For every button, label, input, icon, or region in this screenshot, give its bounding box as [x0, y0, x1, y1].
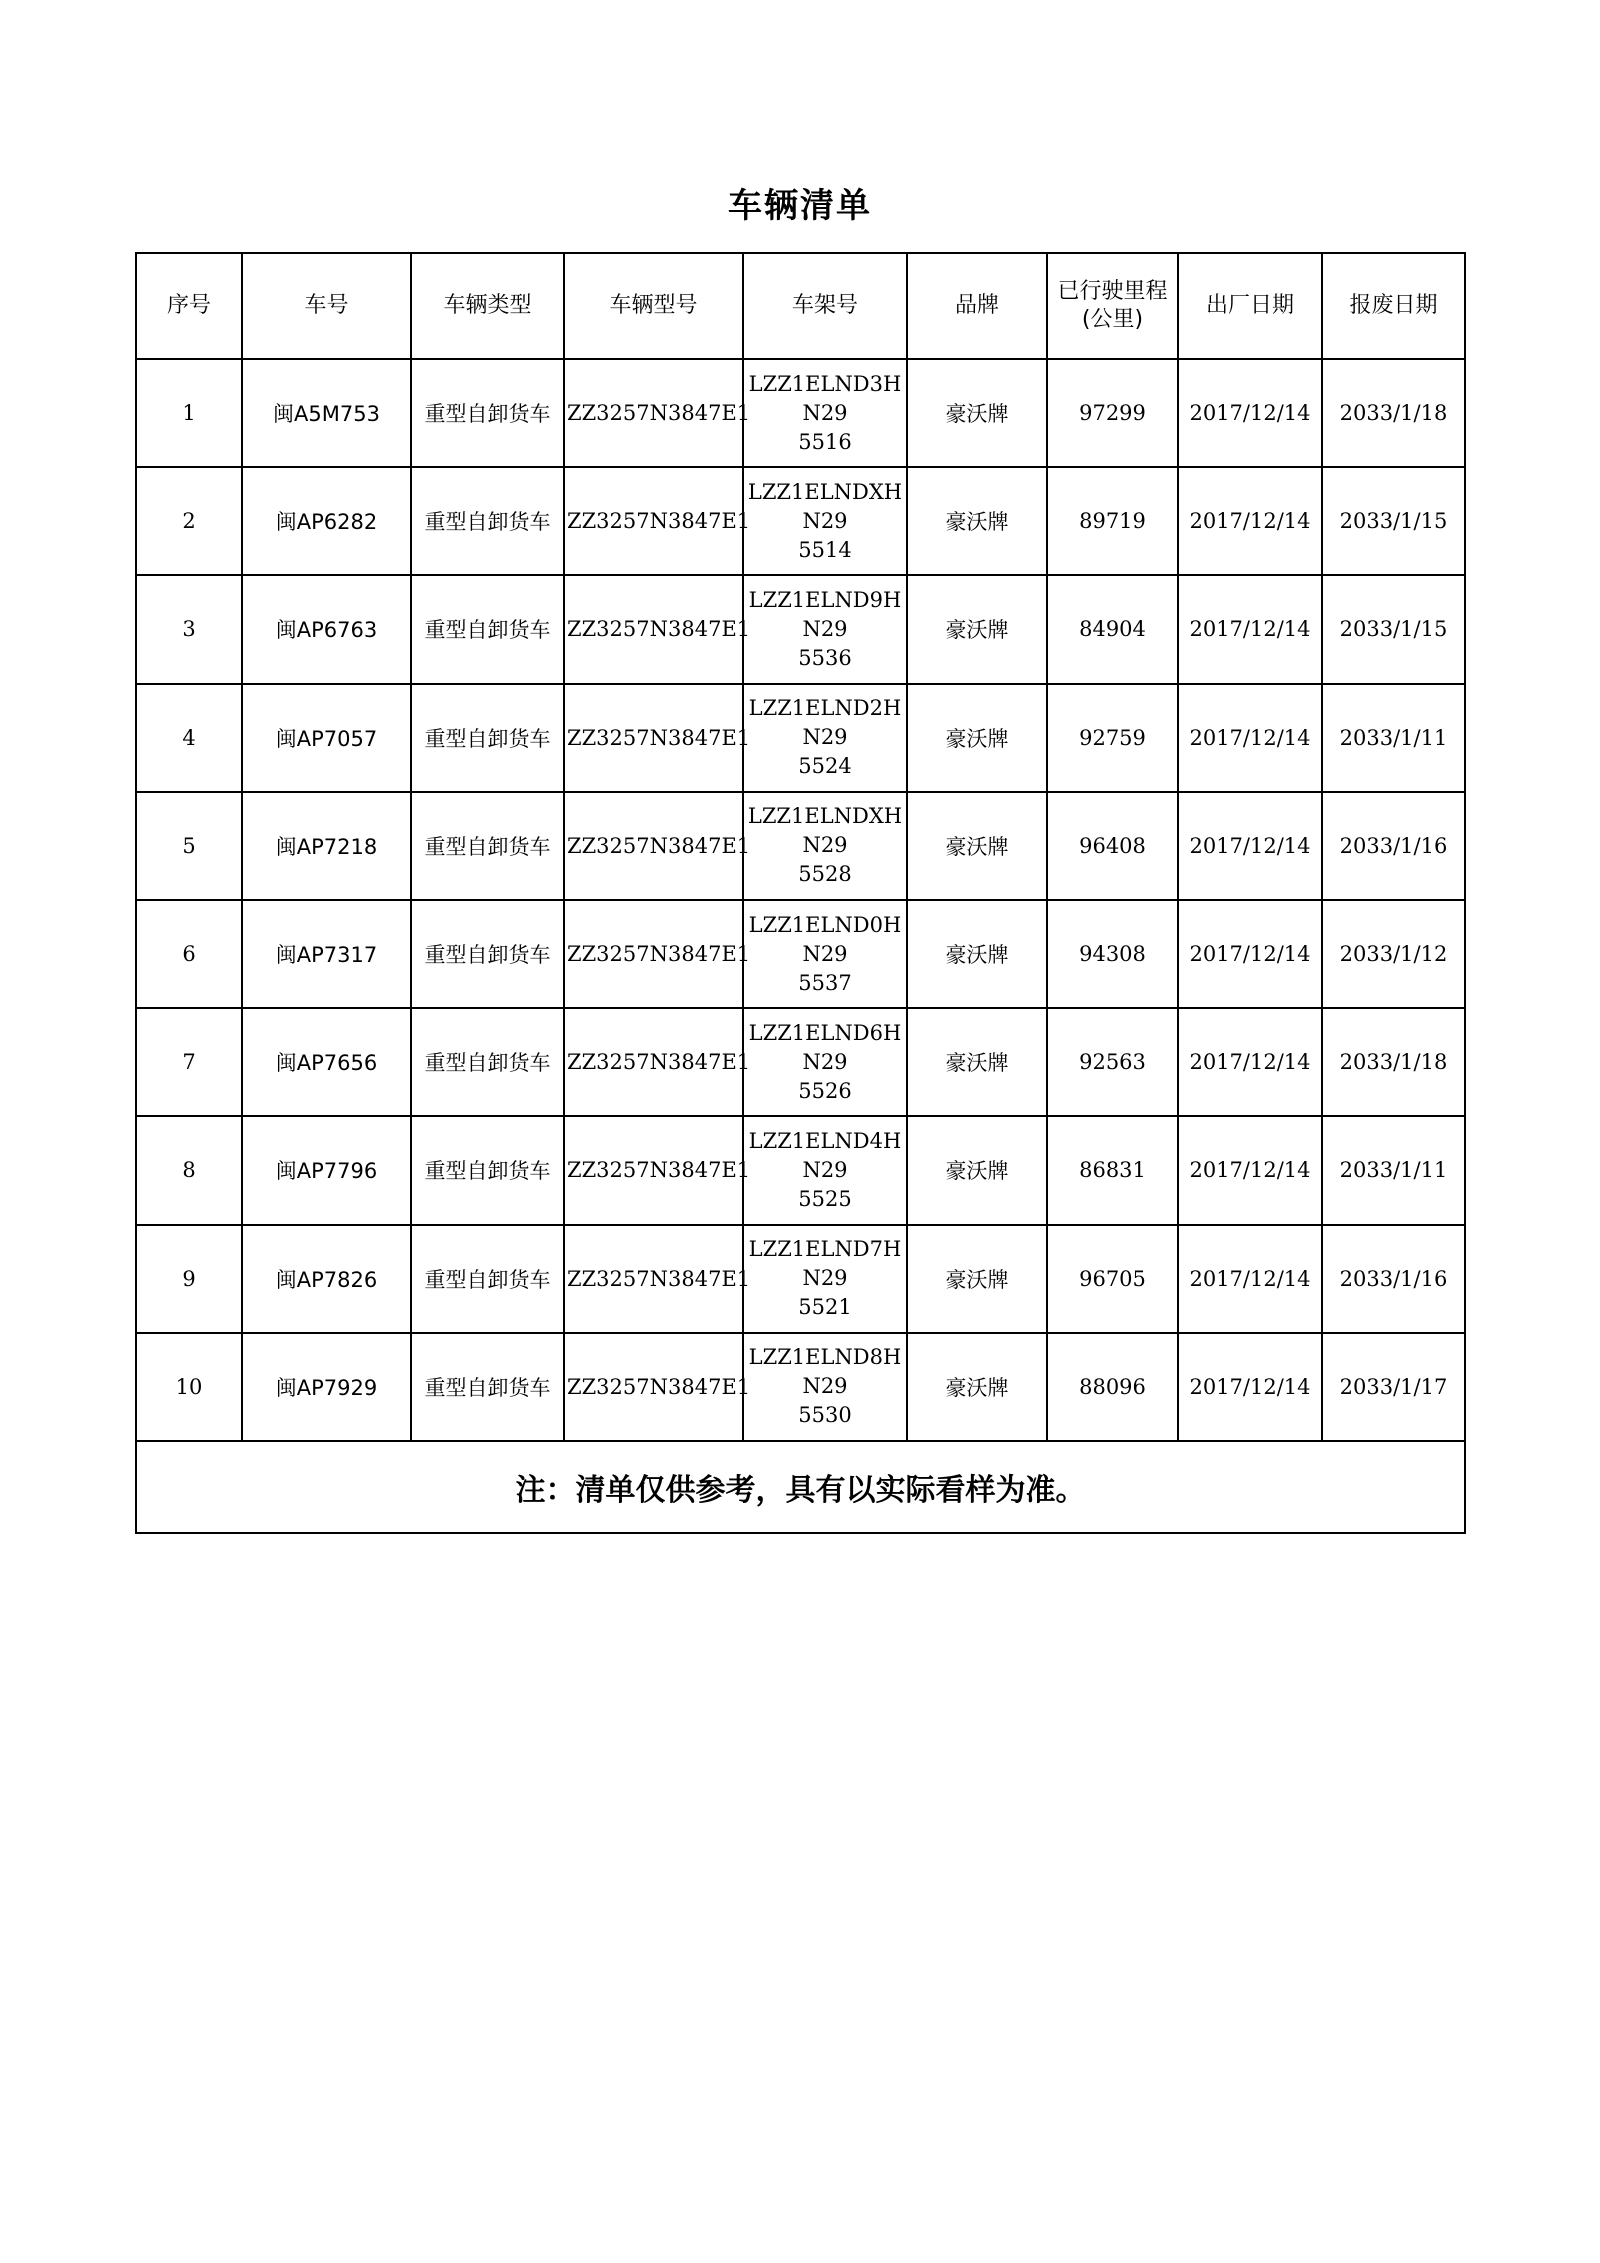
- cell-seq: 4: [136, 684, 242, 792]
- cell-type: 重型自卸货车: [411, 1008, 564, 1116]
- table-row: [136, 900, 1465, 1008]
- header-seq: 序号: [136, 253, 242, 359]
- cell-brand: 豪沃牌: [907, 575, 1047, 683]
- cell-scrap-date: 2033/1/15: [1322, 467, 1465, 575]
- vin-line-1: LZZ1ELND4HN29: [748, 1128, 902, 1182]
- cell-vin: [743, 1225, 907, 1333]
- cell-factory-date: 2017/12/14: [1178, 1333, 1322, 1441]
- cell-type: 重型自卸货车: [411, 1333, 564, 1441]
- cell-vin: [743, 900, 907, 1008]
- cell-brand: 豪沃牌: [907, 1225, 1047, 1333]
- cell-scrap-date: 2033/1/16: [1322, 792, 1465, 900]
- cell-scrap-date: 2033/1/11: [1322, 1116, 1465, 1224]
- vehicle-table: [135, 252, 1466, 1534]
- cell-brand: 豪沃牌: [907, 467, 1047, 575]
- vin-line-2: 5530: [798, 1403, 852, 1428]
- cell-vin: [743, 1008, 907, 1116]
- cell-model: ZZ3257N3847E1: [564, 792, 743, 900]
- cell-type: 重型自卸货车: [411, 575, 564, 683]
- cell-brand: 豪沃牌: [907, 1116, 1047, 1224]
- table-row: [136, 1116, 1465, 1224]
- header-plate: 车号: [242, 253, 411, 359]
- cell-scrap-date: 2033/1/12: [1322, 900, 1465, 1008]
- cell-mileage: 96408: [1047, 792, 1178, 900]
- cell-type: 重型自卸货车: [411, 900, 564, 1008]
- cell-seq: 5: [136, 792, 242, 900]
- cell-model: ZZ3257N3847E1: [564, 1116, 743, 1224]
- cell-scrap-date: 2033/1/11: [1322, 684, 1465, 792]
- cell-seq: 7: [136, 1008, 242, 1116]
- cell-brand: 豪沃牌: [907, 1333, 1047, 1441]
- cell-mileage: 84904: [1047, 575, 1178, 683]
- vin-line-2: 5526: [798, 1078, 852, 1103]
- cell-plate: 闽AP7929: [242, 1333, 411, 1441]
- vin-line-2: 5537: [798, 970, 852, 995]
- vin-line-1: LZZ1ELND2HN29: [748, 696, 902, 750]
- cell-vin: [743, 792, 907, 900]
- cell-model: ZZ3257N3847E1: [564, 1225, 743, 1333]
- cell-factory-date: 2017/12/14: [1178, 467, 1322, 575]
- cell-vin: [743, 1116, 907, 1224]
- vin-line-1: LZZ1ELND6HN29: [748, 1020, 902, 1074]
- cell-type: 重型自卸货车: [411, 1225, 564, 1333]
- header-scrap-date: 报废日期: [1322, 253, 1465, 359]
- table-row: [136, 792, 1465, 900]
- cell-seq: 8: [136, 1116, 242, 1224]
- cell-scrap-date: 2033/1/17: [1322, 1333, 1465, 1441]
- cell-plate: 闽AP7826: [242, 1225, 411, 1333]
- table-row: [136, 684, 1465, 792]
- cell-vin: [743, 575, 907, 683]
- vin-line-2: 5514: [798, 537, 852, 562]
- cell-factory-date: 2017/12/14: [1178, 684, 1322, 792]
- cell-plate: 闽AP7218: [242, 792, 411, 900]
- vin-line-1: LZZ1ELND8HN29: [748, 1345, 902, 1399]
- cell-mileage: 96705: [1047, 1225, 1178, 1333]
- cell-seq: 3: [136, 575, 242, 683]
- cell-mileage: 92759: [1047, 684, 1178, 792]
- header-mileage-line1: 已行驶里程: [1057, 279, 1168, 304]
- cell-type: 重型自卸货车: [411, 792, 564, 900]
- table-row: [136, 1225, 1465, 1333]
- header-brand: 品牌: [907, 253, 1047, 359]
- cell-model: ZZ3257N3847E1: [564, 359, 743, 467]
- vin-line-1: LZZ1ELNDXHN29: [747, 479, 903, 533]
- cell-scrap-date: 2033/1/15: [1322, 575, 1465, 683]
- vin-line-1: LZZ1ELNDXHN29: [747, 804, 903, 858]
- cell-brand: 豪沃牌: [907, 684, 1047, 792]
- cell-model: ZZ3257N3847E1: [564, 1333, 743, 1441]
- cell-mileage: 97299: [1047, 359, 1178, 467]
- cell-vin: [743, 684, 907, 792]
- cell-factory-date: 2017/12/14: [1178, 792, 1322, 900]
- cell-model: ZZ3257N3847E1: [564, 900, 743, 1008]
- table-row: [136, 1008, 1465, 1116]
- cell-model: ZZ3257N3847E1: [564, 575, 743, 683]
- cell-scrap-date: 2033/1/16: [1322, 1225, 1465, 1333]
- vin-line-1: LZZ1ELND3HN29: [748, 371, 902, 425]
- header-factory-date: 出厂日期: [1178, 253, 1322, 359]
- cell-seq: 2: [136, 467, 242, 575]
- vin-line-2: 5536: [798, 645, 852, 670]
- cell-type: 重型自卸货车: [411, 684, 564, 792]
- cell-mileage: 92563: [1047, 1008, 1178, 1116]
- cell-plate: 闽AP7656: [242, 1008, 411, 1116]
- cell-factory-date: 2017/12/14: [1178, 900, 1322, 1008]
- page-title: 车辆清单: [728, 186, 872, 226]
- table-row: [136, 359, 1465, 467]
- table-header-row: [136, 253, 1465, 359]
- cell-seq: 6: [136, 900, 242, 1008]
- vin-line-1: LZZ1ELND7HN29: [748, 1237, 902, 1291]
- vin-line-2: 5528: [798, 862, 852, 887]
- vin-line-2: 5516: [798, 429, 852, 454]
- table-row: [136, 467, 1465, 575]
- cell-brand: 豪沃牌: [907, 900, 1047, 1008]
- cell-plate: 闽AP7796: [242, 1116, 411, 1224]
- table-row: [136, 1333, 1465, 1441]
- header-mileage: [1047, 253, 1178, 359]
- cell-seq: 10: [136, 1333, 242, 1441]
- cell-vin: [743, 359, 907, 467]
- cell-vin: [743, 467, 907, 575]
- cell-model: ZZ3257N3847E1: [564, 1008, 743, 1116]
- cell-plate: 闽AP6763: [242, 575, 411, 683]
- cell-seq: 1: [136, 359, 242, 467]
- cell-factory-date: 2017/12/14: [1178, 1008, 1322, 1116]
- header-vin: 车架号: [743, 253, 907, 359]
- cell-factory-date: 2017/12/14: [1178, 575, 1322, 683]
- cell-scrap-date: 2033/1/18: [1322, 1008, 1465, 1116]
- cell-plate: 闽AP6282: [242, 467, 411, 575]
- cell-brand: 豪沃牌: [907, 1008, 1047, 1116]
- cell-plate: 闽AP7317: [242, 900, 411, 1008]
- cell-plate: 闽A5M753: [242, 359, 411, 467]
- cell-scrap-date: 2033/1/18: [1322, 359, 1465, 467]
- cell-mileage: 94308: [1047, 900, 1178, 1008]
- cell-seq: 9: [136, 1225, 242, 1333]
- cell-mileage: 89719: [1047, 467, 1178, 575]
- note-row: [136, 1441, 1465, 1533]
- cell-brand: 豪沃牌: [907, 359, 1047, 467]
- cell-mileage: 86831: [1047, 1116, 1178, 1224]
- table-row: [136, 575, 1465, 683]
- cell-model: ZZ3257N3847E1: [564, 684, 743, 792]
- cell-factory-date: 2017/12/14: [1178, 359, 1322, 467]
- cell-brand: 豪沃牌: [907, 792, 1047, 900]
- cell-model: ZZ3257N3847E1: [564, 467, 743, 575]
- cell-type: 重型自卸货车: [411, 467, 564, 575]
- vin-line-1: LZZ1ELND9HN29: [748, 587, 902, 641]
- vin-line-2: 5524: [798, 754, 852, 779]
- vin-line-2: 5525: [798, 1186, 852, 1211]
- vin-line-2: 5521: [798, 1295, 852, 1320]
- cell-mileage: 88096: [1047, 1333, 1178, 1441]
- cell-plate: 闽AP7057: [242, 684, 411, 792]
- header-model: 车辆型号: [564, 253, 743, 359]
- header-mileage-line2: (公里): [1081, 307, 1144, 332]
- header-type: 车辆类型: [411, 253, 564, 359]
- cell-type: 重型自卸货车: [411, 1116, 564, 1224]
- cell-vin: [743, 1333, 907, 1441]
- vin-line-1: LZZ1ELND0HN29: [748, 912, 902, 966]
- cell-factory-date: 2017/12/14: [1178, 1116, 1322, 1224]
- cell-type: 重型自卸货车: [411, 359, 564, 467]
- cell-factory-date: 2017/12/14: [1178, 1225, 1322, 1333]
- note-text: 注：清单仅供参考，具有以实际看样为准。: [136, 1441, 1465, 1533]
